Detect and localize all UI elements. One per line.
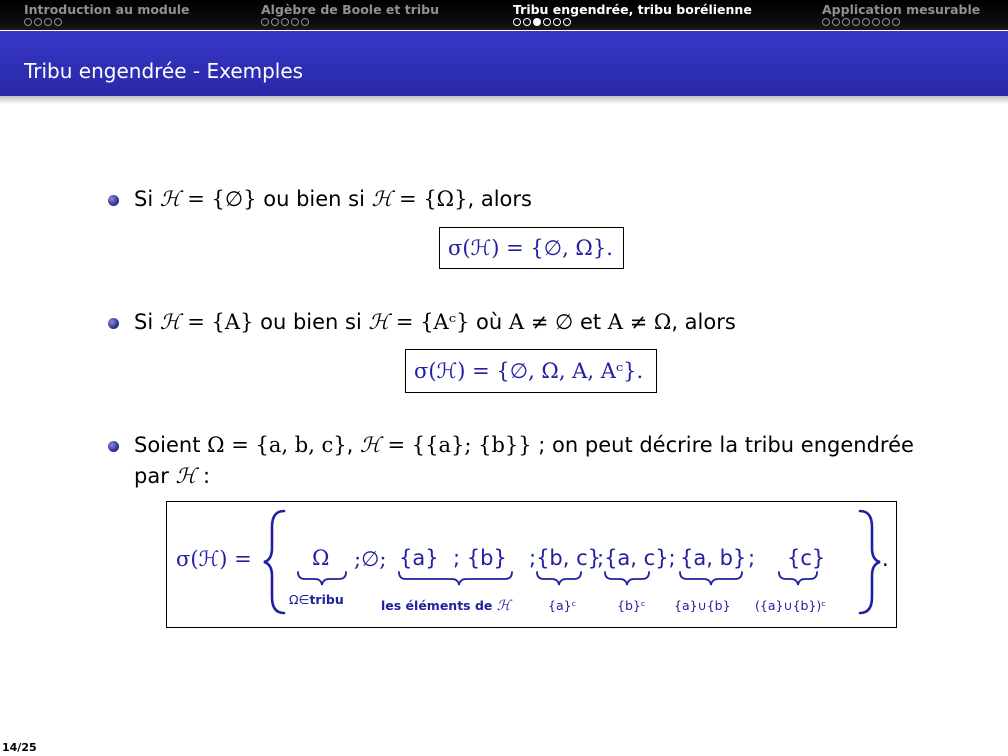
item-2-text	[134, 310, 736, 334]
math: Ω = {a, b, c}	[207, 433, 347, 457]
nav-dot[interactable]	[523, 18, 531, 26]
annotation-elements-text: les éléments de	[381, 598, 493, 613]
nav-dots	[513, 18, 752, 26]
nav-dot[interactable]	[24, 18, 32, 26]
bullet-icon	[108, 318, 119, 329]
text: Soient	[134, 433, 208, 457]
nav-dots	[822, 18, 980, 26]
annotation-union: {a}∪{b}	[674, 598, 731, 613]
nav-dot[interactable]	[892, 18, 900, 26]
annotation-elements	[381, 598, 511, 614]
formula-3-a: {a}	[399, 546, 439, 570]
item-3-text-line-2	[134, 464, 210, 488]
text: ,	[346, 433, 361, 457]
math: = {Ω}	[392, 187, 468, 211]
formula-3-omega: Ω	[312, 546, 330, 570]
annotation-omega	[289, 592, 344, 607]
math: = {A}	[180, 310, 254, 334]
nav-dot[interactable]	[301, 18, 309, 26]
nav-dots	[261, 18, 439, 26]
nav-section-tribu-engendree[interactable]	[513, 2, 752, 26]
left-curly-brace	[264, 511, 284, 613]
nav-dot[interactable]	[822, 18, 830, 26]
nav-dot[interactable]	[34, 18, 42, 26]
math: A ≠ Ω	[607, 310, 672, 334]
item-1-text	[134, 187, 532, 211]
math-h: ℋ	[360, 433, 381, 457]
formula-3-bc: ;{b, c}	[529, 546, 602, 570]
text: ; on peut décrire la tribu engendrée	[531, 433, 914, 457]
formula-3-semicolon: ;	[748, 546, 756, 570]
text: Si	[134, 310, 160, 334]
nav-dot[interactable]	[513, 18, 521, 26]
underbrace-ac	[605, 572, 649, 585]
nav-dot[interactable]	[261, 18, 269, 26]
math-h: ℋ	[371, 187, 393, 211]
formula-box-3	[166, 501, 897, 628]
frame-title-bar	[0, 31, 1008, 96]
bullet-icon	[108, 441, 119, 452]
math: = {Aᶜ}	[389, 310, 470, 334]
annotation-ac: {a}ᶜ	[548, 598, 577, 613]
math-h: ℋ	[496, 598, 511, 614]
underbrace-omega	[298, 572, 346, 585]
text: Si	[134, 187, 160, 211]
nav-dot[interactable]	[862, 18, 870, 26]
annotation-omega-prefix: Ω∈	[289, 592, 310, 607]
text: par	[134, 464, 176, 488]
nav-dot[interactable]	[44, 18, 52, 26]
nav-dot[interactable]	[832, 18, 840, 26]
math-h: ℋ	[368, 310, 390, 334]
annotation-omega-word: tribu	[309, 592, 344, 607]
nav-section-introduction[interactable]	[24, 2, 190, 26]
annotation-bc: {b}ᶜ	[617, 598, 646, 613]
nav-dot[interactable]	[872, 18, 880, 26]
bullet-icon	[108, 195, 119, 206]
formula-box-1	[439, 227, 624, 269]
underbrace-bc	[537, 572, 581, 585]
math: = {∅}	[180, 187, 257, 211]
formula-3-c: {c}	[787, 546, 826, 570]
nav-dot[interactable]	[543, 18, 551, 26]
page-number: 14/25	[2, 741, 37, 754]
math: = {{a}; {b}}	[380, 433, 532, 457]
nav-dot[interactable]	[54, 18, 62, 26]
underbrace-c	[779, 572, 817, 585]
formula-3-ab: {a, b}	[680, 546, 747, 570]
underbrace-elements	[399, 572, 512, 585]
nav-dot[interactable]	[553, 18, 561, 26]
nav-section-algebre[interactable]	[261, 2, 439, 26]
nav-dot[interactable]	[281, 18, 289, 26]
title-shadow	[0, 96, 1008, 104]
formula-3-period: .	[882, 547, 889, 571]
nav-dot[interactable]	[271, 18, 279, 26]
text: et	[573, 310, 608, 334]
nav-section-label: Algèbre de Boole et tribu	[261, 2, 439, 17]
nav-dot[interactable]	[842, 18, 850, 26]
nav-dot[interactable]	[563, 18, 571, 26]
nav-dot[interactable]	[882, 18, 890, 26]
formula-1: σ(ℋ) = {∅, Ω}.	[448, 236, 613, 260]
formula-3-ac: ;{a, c};	[597, 546, 676, 570]
formula-3-b: ; {b}	[453, 546, 507, 570]
math: A ≠ ∅	[508, 310, 574, 334]
formula-box-2	[405, 349, 657, 393]
annotation-union-complement: ({a}∪{b})ᶜ	[755, 598, 826, 613]
nav-dots	[24, 18, 190, 26]
nav-section-application[interactable]	[822, 2, 980, 26]
nav-dot[interactable]	[852, 18, 860, 26]
right-curly-brace	[860, 511, 880, 613]
text: , alors	[467, 187, 532, 211]
text: :	[196, 464, 211, 488]
math-h: ℋ	[159, 187, 181, 211]
underbrace-ab	[680, 572, 742, 585]
nav-dot[interactable]	[533, 18, 541, 26]
math-h: ℋ	[159, 310, 181, 334]
nav-section-label: Tribu engendrée, tribu borélienne	[513, 2, 752, 17]
text: , alors	[671, 310, 736, 334]
text: ou bien si	[253, 310, 369, 334]
math-h: ℋ	[175, 464, 197, 488]
text: où	[469, 310, 509, 334]
nav-section-label: Application mesurable	[822, 2, 981, 17]
item-3-text-line-1	[134, 433, 914, 457]
text: ou bien si	[256, 187, 372, 211]
nav-dot[interactable]	[291, 18, 299, 26]
formula-3-lhs: σ(ℋ) =	[176, 547, 252, 571]
navigation-bar	[0, 0, 1008, 30]
nav-section-label: Introduction au module	[24, 2, 190, 17]
frame-title: Tribu engendrée - Exemples	[24, 59, 304, 83]
formula-3-empty: ;∅;	[354, 547, 387, 571]
formula-2: σ(ℋ) = {∅, Ω, A, Aᶜ}.	[414, 359, 644, 383]
